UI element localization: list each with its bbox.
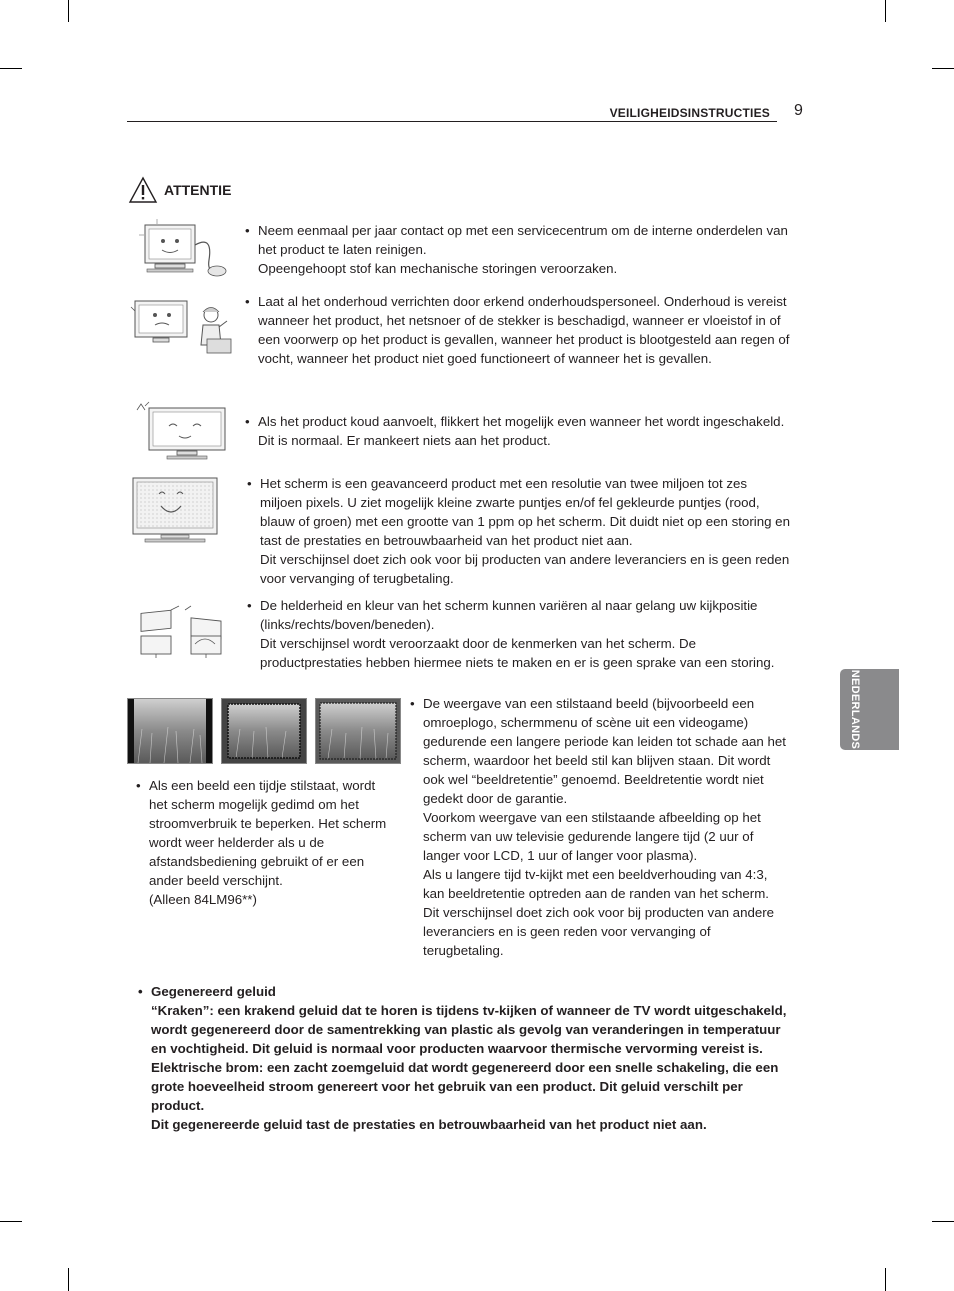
generated-sound-text: Dit gegenereerde geluid tast de prestaties en betrouwbaarheid van het product niet aan. bbox=[151, 1117, 707, 1132]
page-number: 9 bbox=[794, 102, 803, 119]
screen-photo-inset bbox=[315, 698, 401, 764]
bullet: • bbox=[247, 476, 252, 491]
item-text: Als het product koud aanvoelt, flikkert het mogelijk even wanneer het wordt ingeschakeld. Dit is normaal. Er mankeert niets aan het product. bbox=[258, 414, 785, 448]
viewing-angle-illustration bbox=[135, 604, 231, 660]
attention-title: ATTENTIE bbox=[164, 182, 232, 198]
crop-mark bbox=[885, 0, 886, 22]
crop-mark bbox=[885, 1268, 886, 1291]
bullet: • bbox=[138, 984, 143, 999]
bullet: • bbox=[245, 294, 250, 309]
item-text: Dit verschijnsel doet zich ook voor bij producten van andere leveranciers en is geen reden voor vervanging of terugbetaling. bbox=[260, 552, 790, 586]
item-text: Neem eenmaal per jaar contact op met een servicecentrum om de interne onderdelen van het product te laten reinigen. bbox=[258, 223, 788, 257]
item-text: De weergave van een stilstaand beeld (bijvoorbeeld een omroeplogo, schermmenu of scène uit een videogame) gedurende een langere periode kan leiden tot schade aan het scherm, waardoor het beeld stil kan blijven staan. Dit wordt ook wel “beeldretentie” genoemd. Beeldretentie wordt niet gedekt door de garantie. bbox=[423, 696, 786, 806]
header-rule bbox=[127, 121, 777, 122]
attention-item-4 bbox=[247, 474, 792, 588]
language-tab bbox=[840, 669, 899, 750]
tv-repairman-illustration bbox=[127, 295, 237, 359]
crop-mark bbox=[0, 1221, 22, 1222]
bullet: • bbox=[245, 223, 250, 238]
attention-item-2 bbox=[245, 292, 790, 368]
crop-mark bbox=[932, 68, 954, 69]
bullet: • bbox=[245, 414, 250, 429]
generated-sound-text: “Kraken”: een krakend geluid dat te horen is tijdens tv-kijken of wanneer de TV wordt uitgeschakeld, wordt gegenereerd door de samentrekking van plastic als gevolg van veranderingen in temperatuur en vochtigheid. Dit geluid is normaal voor producten waarvoor thermische vervorming vereist is. Elektrische brom: een zacht zoemgeluid dat wordt gegenereerd door een snelle schakeling, die een grote hoeveelheid stroom genereert voor het gebruik van een product. Dit geluid verschilt per product. bbox=[151, 1003, 787, 1113]
language-tab-label: NEDERLANDS bbox=[849, 669, 861, 750]
attention-item-5 bbox=[247, 596, 792, 672]
generated-sound-title: Gegenereerd geluid bbox=[151, 984, 276, 999]
tv-flicker-illustration bbox=[131, 400, 231, 462]
generated-sound-section bbox=[138, 982, 798, 1134]
bullet: • bbox=[247, 598, 252, 613]
item-text: Als u langere tijd tv-kijkt met een beeldverhouding van 4:3, kan beeldretentie optreden aan de randen van het scherm. bbox=[423, 867, 769, 901]
item-text: Opeengehoopt stof kan mechanische storingen veroorzaken. bbox=[258, 261, 618, 276]
tv-pixels-illustration bbox=[131, 476, 221, 546]
screen-photo-full bbox=[127, 698, 213, 764]
crop-mark bbox=[68, 0, 69, 22]
item-text: Laat al het onderhoud verrichten door erkend onderhoudspersoneel. Onderhoud is vereist wanneer het product, het netsnoer of de stekker is beschadigd, wanneer er vloeistof in of een voorwerp op het product is gevallen, wanneer het product is blootgesteld aan regen of vocht, wanneer het product niet goed functioneert of wanneer het is gevallen. bbox=[258, 294, 790, 366]
item-text: De helderheid en kleur van het scherm kunnen variëren al naar gelang uw kijkpositie (links/rechts/boven/beneden). bbox=[260, 598, 758, 632]
bullet: • bbox=[410, 696, 415, 711]
item-text: Als een beeld een tijdje stilstaat, wordt het scherm mogelijk gedimd om het stroomverbruik te beperken. Het scherm wordt weer helderder als u de afstandsbediening gebruikt of er een ander beeld verschijnt. bbox=[149, 778, 387, 888]
crop-mark bbox=[932, 1221, 954, 1222]
warning-icon bbox=[128, 176, 158, 204]
screen-photo-border bbox=[221, 698, 307, 764]
tv-vacuum-illustration bbox=[135, 215, 235, 281]
attention-item-3 bbox=[245, 412, 790, 450]
item-text: Het scherm is een geavanceerd product met een resolutie van twee miljoen tot zes miljoen pixels. U ziet mogelijk kleine zwarte puntjes en/of fel gekleurde puntjes (rood, blauw of groen) met een grootte van 1 ppm op het scherm. Dit duidt niet op een storing en tast de prestaties en betrouwbaarheid van het product niet aan. bbox=[260, 476, 790, 548]
item-text: Dit verschijnsel doet zich ook voor bij producten van andere leveranciers en is geen reden voor vervanging of terugbetaling. bbox=[423, 905, 775, 958]
crop-mark bbox=[0, 68, 22, 69]
bullet: • bbox=[136, 778, 141, 793]
section-title: VEILIGHEIDSINSTRUCTIES bbox=[609, 106, 770, 120]
dimming-note bbox=[136, 776, 390, 909]
model-note: (Alleen 84LM96**) bbox=[149, 892, 257, 907]
item-text: Dit verschijnsel wordt veroorzaakt door de kenmerken van het scherm. De productprestaties hebben hiermee niets te maken en er is geen sprake van een storing. bbox=[260, 636, 775, 670]
item-text: Voorkom weergave van een stilstaande afbeelding op het scherm van uw televisie gedurende langere tijd (2 uur of langer voor LCD, 1 uur of langer voor plasma). bbox=[423, 810, 761, 863]
crop-mark bbox=[68, 1268, 69, 1291]
attention-item-1 bbox=[245, 221, 790, 278]
still-image-note bbox=[410, 694, 792, 960]
